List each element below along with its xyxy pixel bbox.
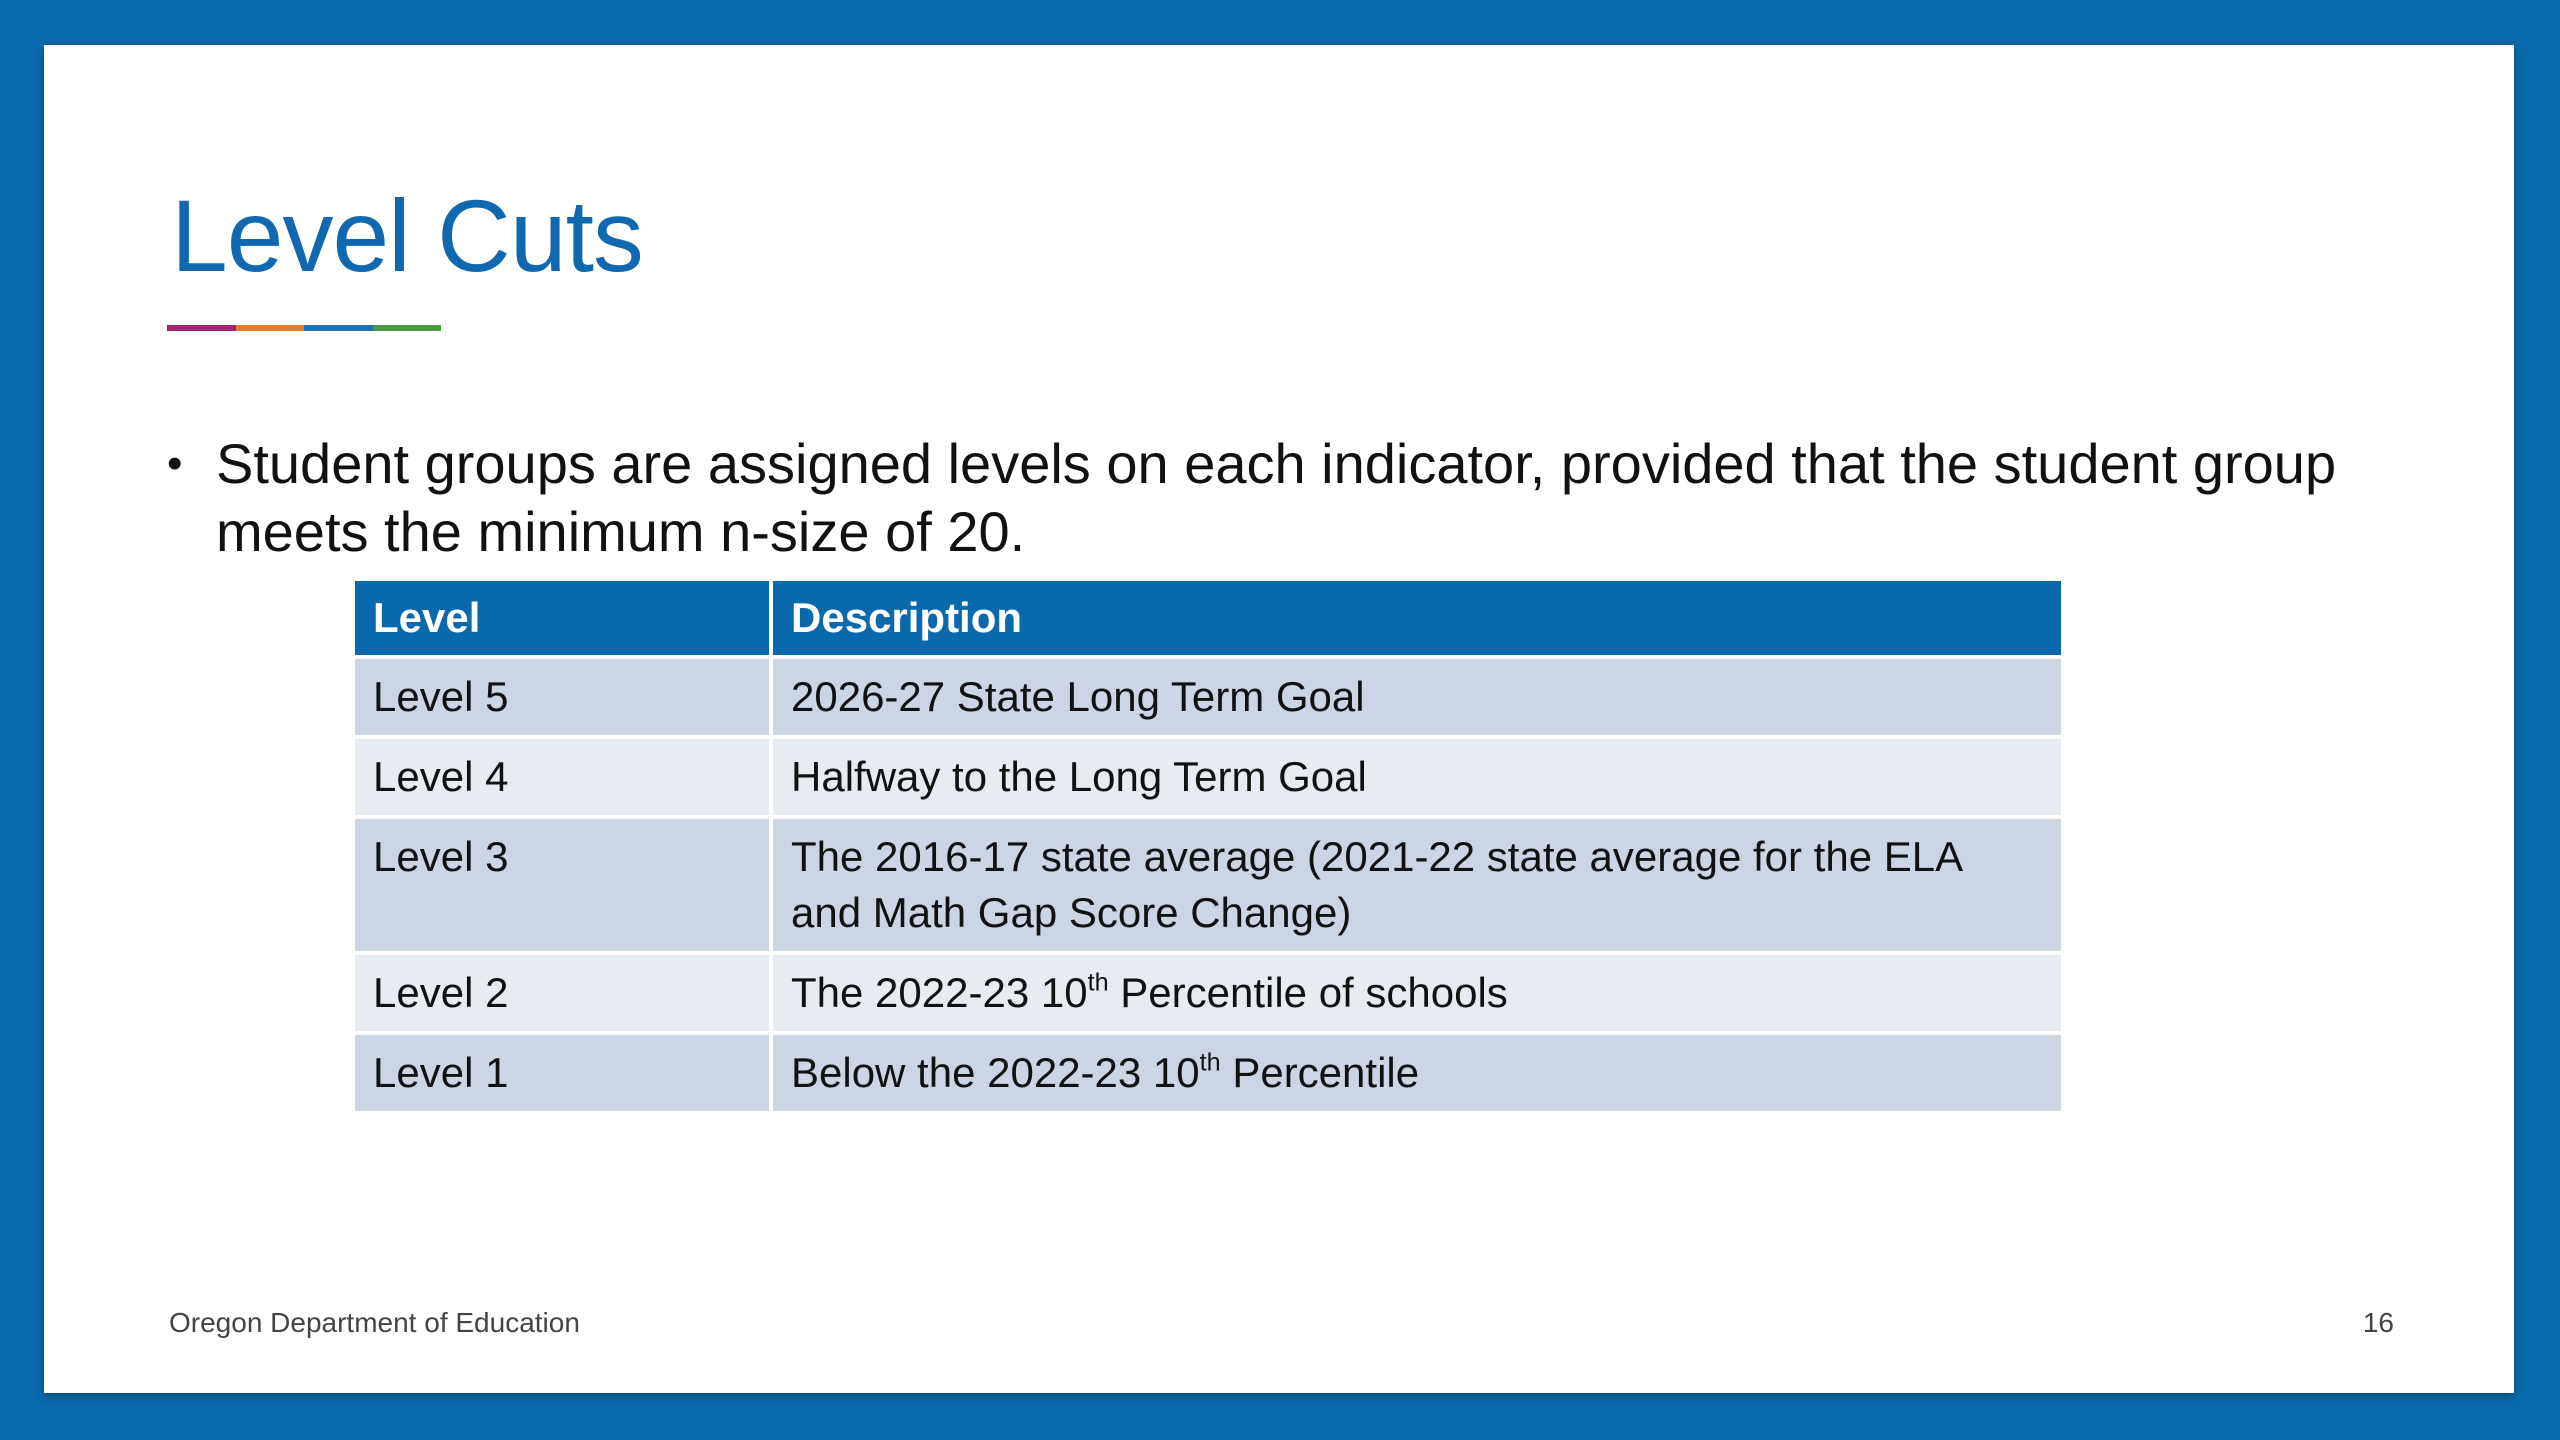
column-header-level: Level bbox=[355, 581, 771, 657]
column-header-description: Description bbox=[771, 581, 2061, 657]
description-text: Halfway to the Long Term Goal bbox=[791, 753, 1367, 800]
level-cell: Level 4 bbox=[355, 737, 771, 817]
table-row bbox=[355, 953, 2061, 1033]
accent-segment-green bbox=[373, 325, 442, 331]
level-table bbox=[355, 581, 2061, 1115]
description-text-after: Percentile bbox=[1220, 1049, 1420, 1096]
description-text: The 2022-23 10 bbox=[791, 969, 1088, 1016]
accent-segment-orange bbox=[236, 325, 305, 331]
accent-segment-blue bbox=[304, 325, 373, 331]
footer-organization: Oregon Department of Education bbox=[169, 1307, 580, 1338]
level-cell: Level 2 bbox=[355, 953, 771, 1033]
description-text: Below the 2022-23 10 bbox=[791, 1049, 1200, 1096]
description-cell bbox=[771, 817, 2061, 953]
level-cell: Level 5 bbox=[355, 657, 771, 737]
table-row bbox=[355, 737, 2061, 817]
bullet-item bbox=[167, 430, 2347, 566]
bullet-text: Student groups are assigned levels on each indicator, provided that the student group meets the minimum n-size of 20. bbox=[216, 432, 2337, 563]
level-cell: Level 1 bbox=[355, 1033, 771, 1113]
slide bbox=[44, 45, 2514, 1393]
description-text: The 2016-17 state average (2021-22 state average for the ELA and Math Gap Score Change) bbox=[791, 833, 1961, 936]
superscript: th bbox=[1199, 1048, 1221, 1077]
table-header-row bbox=[355, 581, 2061, 657]
accent-segment-magenta bbox=[167, 325, 236, 331]
description-text: 2026-27 State Long Term Goal bbox=[791, 673, 1365, 720]
description-cell bbox=[771, 1033, 2061, 1113]
page-number: 16 bbox=[2362, 1307, 2394, 1338]
description-cell bbox=[771, 657, 2061, 737]
title-accent-bar bbox=[167, 325, 441, 331]
table-row bbox=[355, 817, 2061, 953]
bullet-dot-icon: • bbox=[167, 439, 183, 488]
superscript: th bbox=[1087, 968, 1109, 997]
table-row bbox=[355, 1033, 2061, 1113]
level-cell: Level 3 bbox=[355, 817, 771, 953]
description-cell bbox=[771, 737, 2061, 817]
description-text-after: Percentile of schools bbox=[1108, 969, 1508, 1016]
slide-title: Level Cuts bbox=[171, 179, 643, 293]
description-cell bbox=[771, 953, 2061, 1033]
table-row bbox=[355, 657, 2061, 737]
